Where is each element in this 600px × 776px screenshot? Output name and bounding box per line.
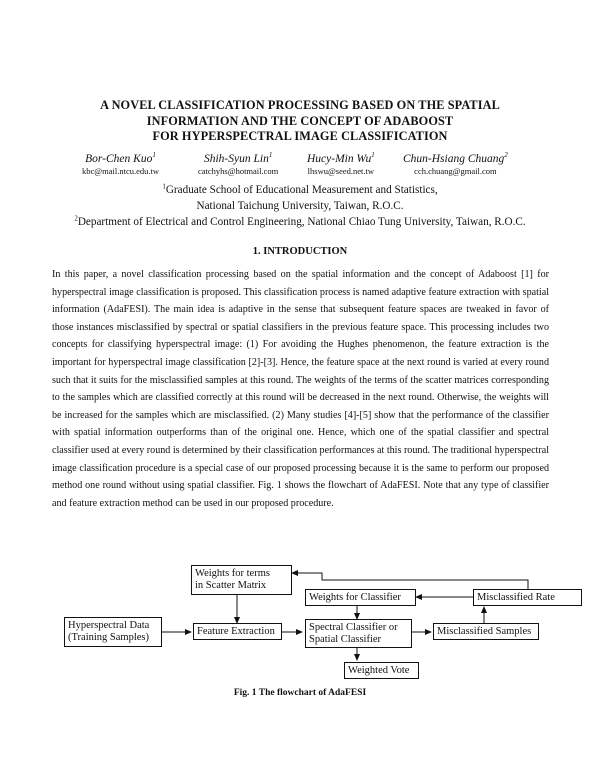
arrow-feedback	[292, 573, 528, 589]
author-sup: 1	[152, 151, 156, 160]
affiliation-text: Graduate School of Educational Measurement and Statistics,	[165, 184, 438, 196]
box-classifier	[305, 619, 412, 648]
box-weighted-vote	[344, 662, 419, 679]
affiliation-1-line-2: National Taichung University, Taiwan, R.O.C.	[196, 200, 404, 212]
box-text: Spectral Classifier or	[309, 622, 398, 633]
box-feature-extraction	[193, 623, 282, 640]
box-text: Misclassified Rate	[477, 592, 555, 603]
box-text: Weighted Vote	[348, 665, 410, 676]
box-text: Hyperspectral Data	[68, 620, 150, 631]
affiliation-sup: 2	[74, 214, 78, 223]
figure-caption: Fig. 1 The flowchart of AdaFESI	[233, 688, 367, 698]
box-text: Weights for terms	[195, 568, 270, 579]
box-misclassified-rate	[473, 589, 582, 606]
author-name: Shih-Syun Lin	[203, 153, 269, 165]
box-text: Misclassified Samples	[437, 626, 532, 637]
box-misclassified-samples	[433, 623, 539, 640]
box-text: Weights for Classifier	[309, 592, 401, 603]
author-name: Hucy-Min Wu	[307, 153, 372, 165]
author-email: cch.chuang@gmail.com	[414, 166, 497, 176]
box-text: Spatial Classifier	[309, 634, 382, 645]
affiliation-text: Department of Electrical and Control Engineering, National Chiao Tung University, Taiwan, R.O.C.	[77, 216, 526, 228]
author-name: Chun-Hsiang Chuang	[403, 153, 505, 165]
title-line-3: FOR HYPERSPECTRAL IMAGE CLASSIFICATION	[152, 129, 448, 143]
box-hyperspectral-data	[64, 617, 162, 647]
author-email: kbc@mail.ntcu.edu.tw	[82, 166, 159, 176]
title-line-2: INFORMATION AND THE CONCEPT OF ADABOOST	[146, 113, 454, 128]
box-weights-terms	[191, 565, 292, 595]
author-email: catchyhs@hotmail.com	[198, 166, 279, 176]
box-text: in Scatter Matrix	[195, 580, 267, 591]
author-email: lhswu@seed.net.tw	[307, 166, 375, 176]
author-sup: 1	[268, 151, 273, 160]
box-text: Feature Extraction	[197, 626, 275, 637]
intro-paragraph: In this paper, a novel classification processing based on the spatial information and the concept of Adaboost [1] for hyperspectral image classification is proposed. This classification process is named adaptive feature extraction with spatial information (AdaFESI). The main idea is adaptive in the sense that subsequent feature spaces are tweaked in favor of those instances misclassified by spectral or spatial classifiers in the previous feature space. This processing includes two concepts for classifying hyperspectral image: (1) For avoiding the Hughes phenomenon, the feature extraction is the important for hyperspectral image classification [2]-[3]. Hence, the feature space at the next round is varied at every round such that it suits for the misclassified samples at this round. The weights of the terms of the scatter matrices corresponding to the samples which are classified correctly at this round will be decreased in the next round. Otherwise, the weights will be increased for the samples which are misclassified. (2) Many studies [4]-[5] show that the performance of the classifier with spatial information outperforms than of the original one. Hence, which one of the spatial classifier and spectral classifier used at every round is determined by their classification performances at this round. The traditional hyperspectral image classification procedure is a special case of our proposed processing because it is the same to perform our proposed method one round without using spatial classifier. Fig. 1 shows the flowchart of AdaFESI. Note that any type of classifier and feature extraction method can be used in our proposed procedure.	[52, 269, 549, 509]
author-name: Bor-Chen Kuo	[85, 153, 153, 165]
affiliation-sup: 1	[162, 182, 166, 191]
section-heading: 1. INTRODUCTION	[252, 246, 348, 257]
box-text: (Training Samples)	[68, 632, 149, 643]
author-sup: 2	[504, 151, 508, 160]
author-sup: 1	[371, 151, 375, 160]
title-line-1: A NOVEL CLASSIFICATION PROCESSING BASED ON THE SPATIAL	[100, 98, 500, 112]
box-weights-classifier	[305, 589, 416, 606]
